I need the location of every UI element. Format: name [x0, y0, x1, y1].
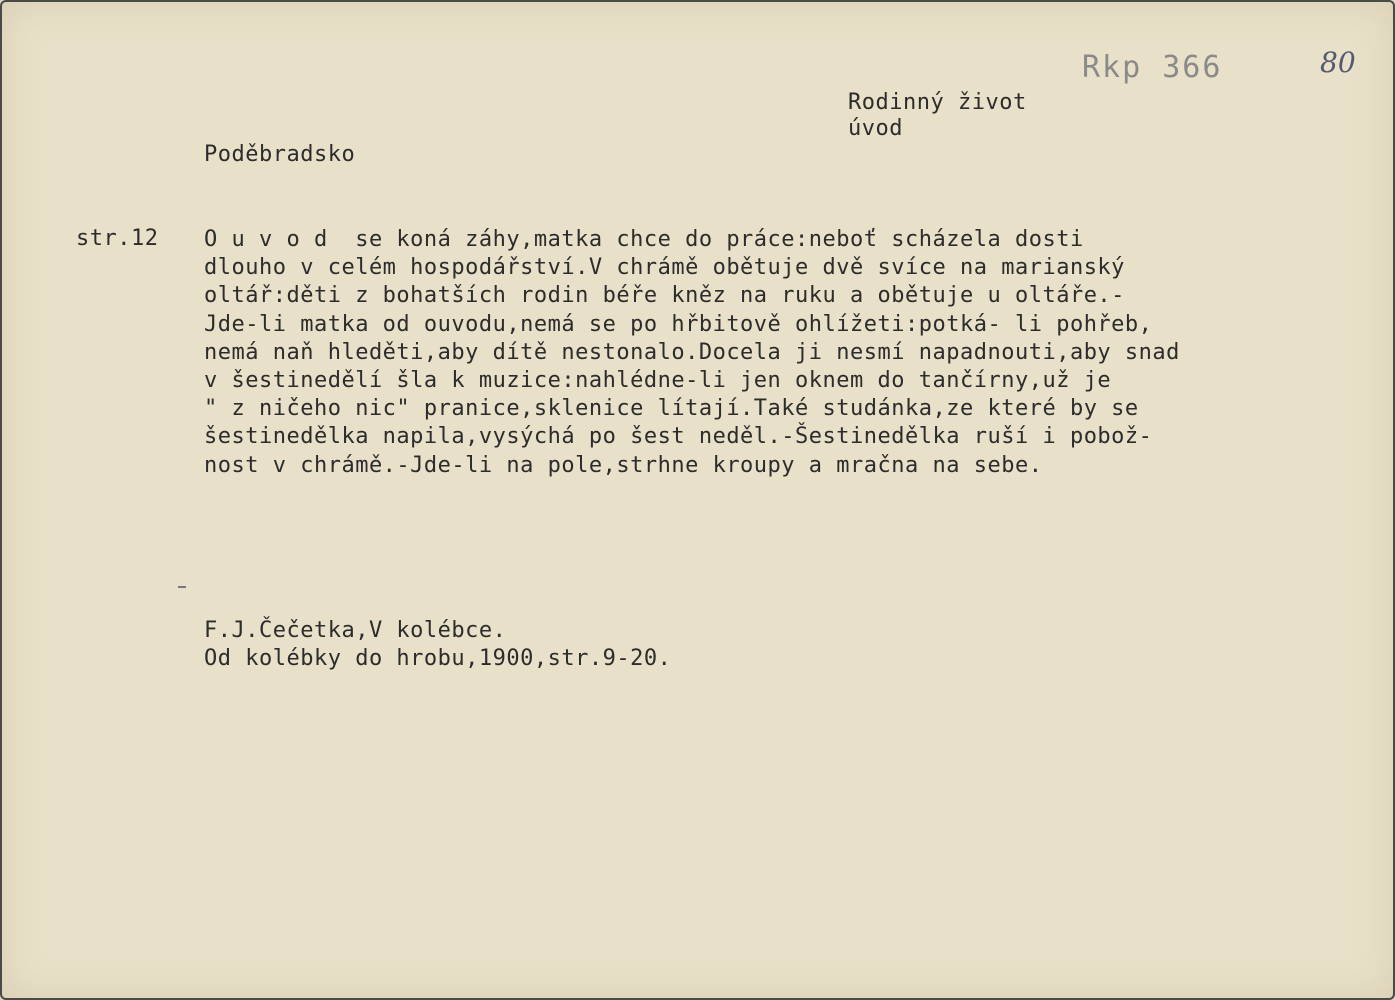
category-title: Rodinný život: [848, 90, 1027, 115]
body-line: dlouho v celém hospodářství.V chrámě obětuje dvě svíce na marianský: [204, 255, 1125, 281]
body-line: Jde-li matka od ouvodu,nemá se po hřbitově ohlížeti:potká- li pohřeb,: [204, 311, 1153, 337]
body-line: oltář:děti z bohatších rodin béře kněz na ruku a obětuje u oltáře.-: [204, 283, 1125, 309]
body-line: šestinedělka napila,vysýchá po šest neděl.-Šestinedělka ruší i pobož-: [204, 424, 1153, 450]
catalog-stamp: Rkp 366: [1082, 50, 1223, 85]
source-author: F.J.Čečetka,V kolébce.: [204, 618, 507, 643]
body-line: " z ničeho nic" pranice,sklenice lítají.Také studánka,ze které by se: [204, 396, 1139, 422]
body-line: O u v o d se koná záhy,matka chce do práce:neboť scházela dosti: [204, 227, 1084, 252]
handwritten-page-number: 80: [1320, 46, 1356, 79]
typed-dash-mark: [178, 586, 186, 588]
body-line: nemá naň hleděti,aby dítě nestonalo.Docela ji nesmí napadnouti,aby snad: [204, 339, 1180, 365]
body-text: [204, 226, 1180, 480]
source-publication: Od kolébky do hrobu,1900,str.9-20.: [204, 646, 672, 671]
body-line: nost v chrámě.-Jde-li na pole,strhne kroupy a mračna na sebe.: [204, 452, 1043, 478]
page-reference: str.12: [76, 226, 159, 251]
region-label: Poděbradsko: [204, 142, 356, 167]
category-subtitle: úvod: [848, 116, 903, 141]
body-line: v šestinedělí šla k muzice:nahlédne-li jen oknem do tančírny,už je: [204, 368, 1112, 394]
